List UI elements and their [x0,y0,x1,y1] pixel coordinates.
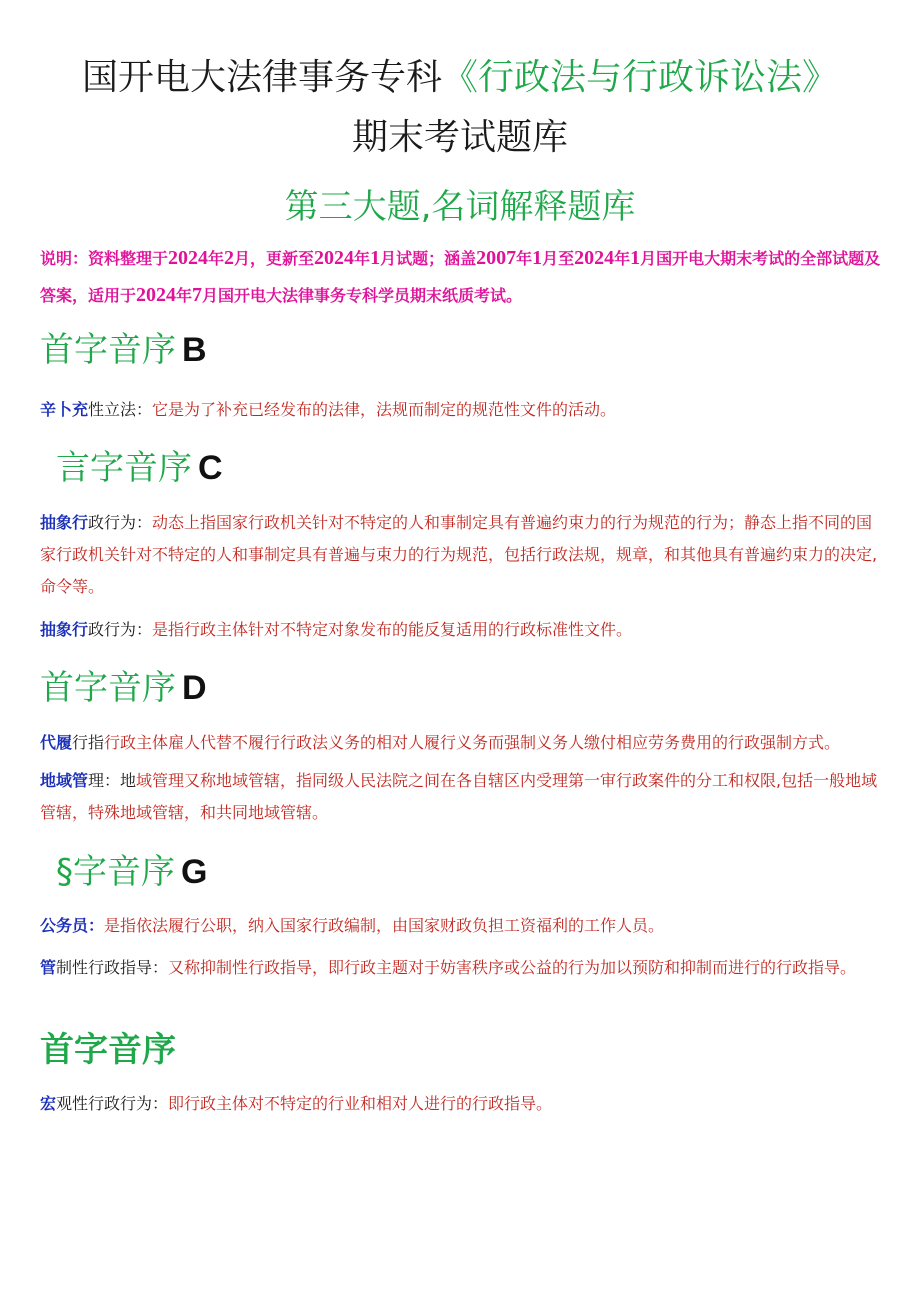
term-key: 行指 [72,733,105,752]
section-heading-g [56,850,207,894]
note-text: 月至 [542,249,575,268]
term-definition: 行政主体雇人代替不履行行政法义务的相对人履行义务而强制义务人缴付相应劳务费用的行政强制方式。 [104,733,841,752]
document-title-line2: 期末考试题库 [351,117,568,158]
term-definition: 是指依法履行公职，纳入国家行政编制，由国家财政负担工资福利的工作人员。 [104,916,665,935]
heading-text: 首字音序 [40,1030,176,1070]
term-key-highlight: 抽象行 [40,620,89,639]
note-text: 月试题；涵盖 [380,249,477,268]
term-definition: 是指行政主体针对不特定对象发布的能反复适用的行政标准性文件。 [152,620,633,639]
term-key-highlight: 抽象行 [40,513,89,532]
note-text: 年 [208,249,225,268]
note-number: 1 [370,247,381,269]
note-text: 月，更新至 [234,249,315,268]
term-entry [40,1088,886,1120]
title-course-name: 《行政法与行政诉讼法》 [442,57,839,98]
term-key-highlight: 地域管 [40,771,89,790]
heading-text: 首字音序 [40,668,176,708]
term-key: 性立法： [88,400,153,419]
note-number: 1 [532,247,543,269]
term-key-highlight: 宏 [40,1094,57,1113]
heading-letter: B [182,331,207,369]
note-text: 年 [354,249,371,268]
title-prefix: 国开电大法律事务专科 [81,57,442,98]
heading-letter: C [198,449,223,487]
term-entry [40,952,886,984]
section-heading-c [56,446,223,490]
note-text: 说明：资料整理于 [40,249,169,268]
term-definition: 又称抑制性行政指导，即行政主题对于妨害秩序或公益的行为加以预防和抑制而进行的行政指导。 [168,958,857,977]
term-entry [40,910,886,942]
heading-text: §字音序 [56,852,175,892]
term-key-highlight: 管 [40,958,57,977]
term-key: 政行为： [88,513,153,532]
explanation-note [40,240,882,314]
term-key: 政行为： [88,620,153,639]
term-definition: 它是为了补充已经发布的法律，法规而制定的规范性文件的活动。 [152,400,617,419]
term-key-highlight: 公务员： [40,916,105,935]
term-key-highlight: 辛卜充 [40,400,89,419]
term-definition: 即行政主体对不特定的行业和相对人进行的行政指导。 [168,1094,553,1113]
note-number: 2024 [314,247,355,269]
term-key: 观性行政行为： [56,1094,169,1113]
note-number: 2024 [168,247,209,269]
heading-text: 首字音序 [40,330,176,370]
term-key-highlight: 代履 [40,733,73,752]
note-number: 2024 [574,247,615,269]
term-key: 理：地 [88,771,137,790]
term-entry [40,727,886,759]
section-heading-b [40,328,207,372]
note-text: 月国开电大期末考试的全部试题及答案，适用于 [40,249,881,305]
term-entry [40,394,886,426]
term-entry [40,765,886,829]
note-text: 年 [614,249,631,268]
note-number: 2024 [136,284,177,306]
note-number: 2007 [476,247,517,269]
term-entry [40,614,886,646]
heading-letter: D [182,669,207,707]
term-key: 制性行政指导： [56,958,169,977]
heading-letter: G [181,853,208,891]
note-number: 7 [192,284,203,306]
note-number: 2 [224,247,235,269]
note-text: 年 [516,249,533,268]
section-subtitle: 第三大题,名词解释题库 [284,187,636,227]
note-text: 月国开电大法律事务专科学员期末纸质考试。 [202,286,523,305]
document-title-line1 [0,56,920,100]
note-number: 1 [630,247,641,269]
term-definition: 域管理又称地域管辖，指同级人民法院之间在各自辖区内受理第一审行政案件的分工和权限,包括一般地域管辖，特殊地域管辖，和共同地域管辖。 [40,771,878,822]
term-definition: 动态上指国家行政机关针对不特定的人和事制定具有普遍约束力的行为规范的行为；静态上指不同的国家行政机关针对不特定的人和事制定具有普遍与束力的行为规范，包括行政法规，规章，和其他具有普遍约束力的决定,命令等。 [40,513,878,596]
term-entry [40,507,886,603]
section-heading-h [40,1028,182,1072]
section-heading-d [40,666,207,710]
heading-text: 言字音序 [56,448,192,488]
note-text: 年 [176,286,193,305]
